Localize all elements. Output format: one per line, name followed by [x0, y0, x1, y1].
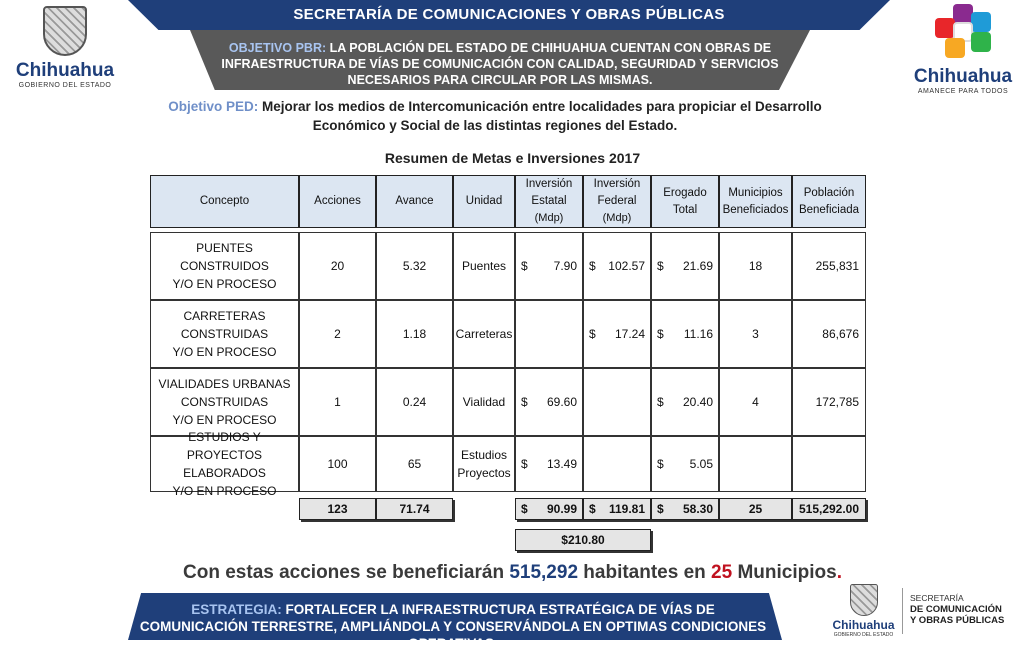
- grand-total-inversion: $210.80: [515, 529, 651, 551]
- cell-concepto: ESTUDIOS Y PROYECTOS ELABORADOS Y/O EN PROCESO: [150, 436, 299, 492]
- table-title: Resumen de Metas e Inversiones 2017: [384, 150, 641, 166]
- pbr-text: LA POBLACIÓN DEL ESTADO DE CHIHUAHUA CUENTAN CON OBRAS DE INFRAESTRUCTURA DE VÍAS DE COMUNICACIÓN CON CALIDAD, SEGURIDAD Y SERVICIOS NECESARIOS PARA CIRCULAR POR LAS MISMAS.: [221, 41, 779, 87]
- summary-statement: Con estas acciones se beneficiarán 515,292 habitantes en 25 Municipios.: [183, 562, 842, 583]
- cell-poblacion: [792, 436, 866, 492]
- footer-divider: [902, 588, 903, 634]
- col-acciones: Acciones: [299, 175, 376, 228]
- footer-logo-sub: GOBIERNO DEL ESTADO: [833, 632, 894, 638]
- cell-poblacion: 86,676: [792, 300, 866, 368]
- cell-municipios: 4: [719, 368, 792, 436]
- header-title: SECRETARÍA DE COMUNICACIONES Y OBRAS PÚBLICAS: [293, 6, 725, 23]
- logo-left-sub: GOBIERNO DEL ESTADO: [18, 82, 112, 89]
- col-inversion-federal: Inversión Federal (Mdp): [583, 175, 651, 228]
- total-municipios: 25: [719, 498, 792, 520]
- cell-erogado: $ 20.40: [651, 368, 719, 436]
- cell-unidad: Puentes: [453, 232, 515, 300]
- strategy-label: ESTRATEGIA:: [191, 602, 282, 617]
- col-poblacion: Población Beneficiada: [792, 175, 866, 228]
- cell-unidad: Carreteras: [453, 300, 515, 368]
- footer-secretaria: SECRETARÍA DE COMUNICACIÓN Y OBRAS PÚBLICAS: [910, 593, 1005, 626]
- puzzle-map-icon: [935, 4, 991, 60]
- cell-poblacion: 255,831: [792, 232, 866, 300]
- ped-label: Objetivo PED:: [168, 99, 259, 114]
- cell-avance: 1.18: [376, 300, 453, 368]
- pbr-label: OBJETIVO PBR:: [228, 41, 327, 55]
- footer-coat-of-arms-icon: [850, 584, 878, 616]
- total-estatal: $ 90.99: [515, 498, 583, 520]
- cell-unidad: Vialidad: [453, 368, 515, 436]
- total-acciones: 123: [299, 498, 376, 520]
- chihuahua-gobierno-logo: [14, 6, 116, 94]
- col-erogado-total: Erogado Total: [651, 175, 719, 228]
- cell-estatal: $ 69.60: [515, 368, 583, 436]
- total-federal: $ 119.81: [583, 498, 651, 520]
- cell-acciones: 2: [299, 300, 376, 368]
- total-erogado: $ 58.30: [651, 498, 719, 520]
- footer-logo: [826, 584, 901, 638]
- cell-federal: [583, 368, 651, 436]
- total-avance: 71.74: [376, 498, 453, 520]
- col-inversion-estatal: Inversión Estatal (Mdp): [515, 175, 583, 228]
- cell-estatal: $ 13.49: [515, 436, 583, 492]
- col-avance: Avance: [376, 175, 453, 228]
- cell-poblacion: 172,785: [792, 368, 866, 436]
- cell-acciones: 1: [299, 368, 376, 436]
- col-concepto: Concepto: [150, 175, 299, 228]
- cell-concepto: VIALIDADES URBANAS CONSTRUIDAS Y/O EN PROCESO: [150, 368, 299, 436]
- footer-strategy: [138, 601, 768, 652]
- cell-avance: 65: [376, 436, 453, 492]
- pbr-objective: [205, 40, 795, 88]
- logo-left-name: Chihuahua: [15, 60, 115, 81]
- cell-erogado: $ 5.05: [651, 436, 719, 492]
- cell-acciones: 20: [299, 232, 376, 300]
- cell-erogado: $ 11.16: [651, 300, 719, 368]
- strategy-text: FORTALECER LA INFRAESTRUCTURA ESTRATÉGICA DE VÍAS DE COMUNICACIÓN TERRESTRE, AMPLIÁNDOLA Y CONSERVÁNDOLA EN OPTIMAS CONDICIONES OPERATIVAS.: [139, 602, 767, 651]
- cell-municipios: 3: [719, 300, 792, 368]
- cell-estatal: [515, 300, 583, 368]
- summary-habitantes: 515,292: [509, 562, 579, 583]
- cell-federal: $ 102.57: [583, 232, 651, 300]
- cell-unidad: Estudios Proyectos: [453, 436, 515, 492]
- logo-right-name: Chihuahua: [913, 66, 1013, 87]
- summary-municipios: 25: [711, 562, 733, 583]
- cell-estatal: $ 7.90: [515, 232, 583, 300]
- logo-right-sub: AMANECE PARA TODOS: [917, 88, 1009, 95]
- cell-concepto: CARRETERAS CONSTRUIDAS Y/O EN PROCESO: [150, 300, 299, 368]
- total-poblacion: 515,292.00: [792, 498, 866, 520]
- cell-federal: [583, 436, 651, 492]
- col-municipios: Municipios Beneficiados: [719, 175, 792, 228]
- ped-objective: [150, 97, 840, 135]
- cell-acciones: 100: [299, 436, 376, 492]
- col-unidad: Unidad: [453, 175, 515, 228]
- cell-federal: $ 17.24: [583, 300, 651, 368]
- cell-avance: 5.32: [376, 232, 453, 300]
- cell-municipios: [719, 436, 792, 492]
- cell-erogado: $ 21.69: [651, 232, 719, 300]
- ped-text: Mejorar los medios de Intercomunicación entre localidades para propiciar el Desarrollo Económico y Social de las distintas regiones del Estado.: [262, 99, 822, 133]
- footer-logo-name: Chihuahua: [832, 618, 895, 632]
- coat-of-arms-icon: [43, 6, 87, 56]
- cell-avance: 0.24: [376, 368, 453, 436]
- cell-concepto: PUENTES CONSTRUIDOS Y/O EN PROCESO: [150, 232, 299, 300]
- cell-municipios: 18: [719, 232, 792, 300]
- chihuahua-amanece-logo: [908, 4, 1018, 94]
